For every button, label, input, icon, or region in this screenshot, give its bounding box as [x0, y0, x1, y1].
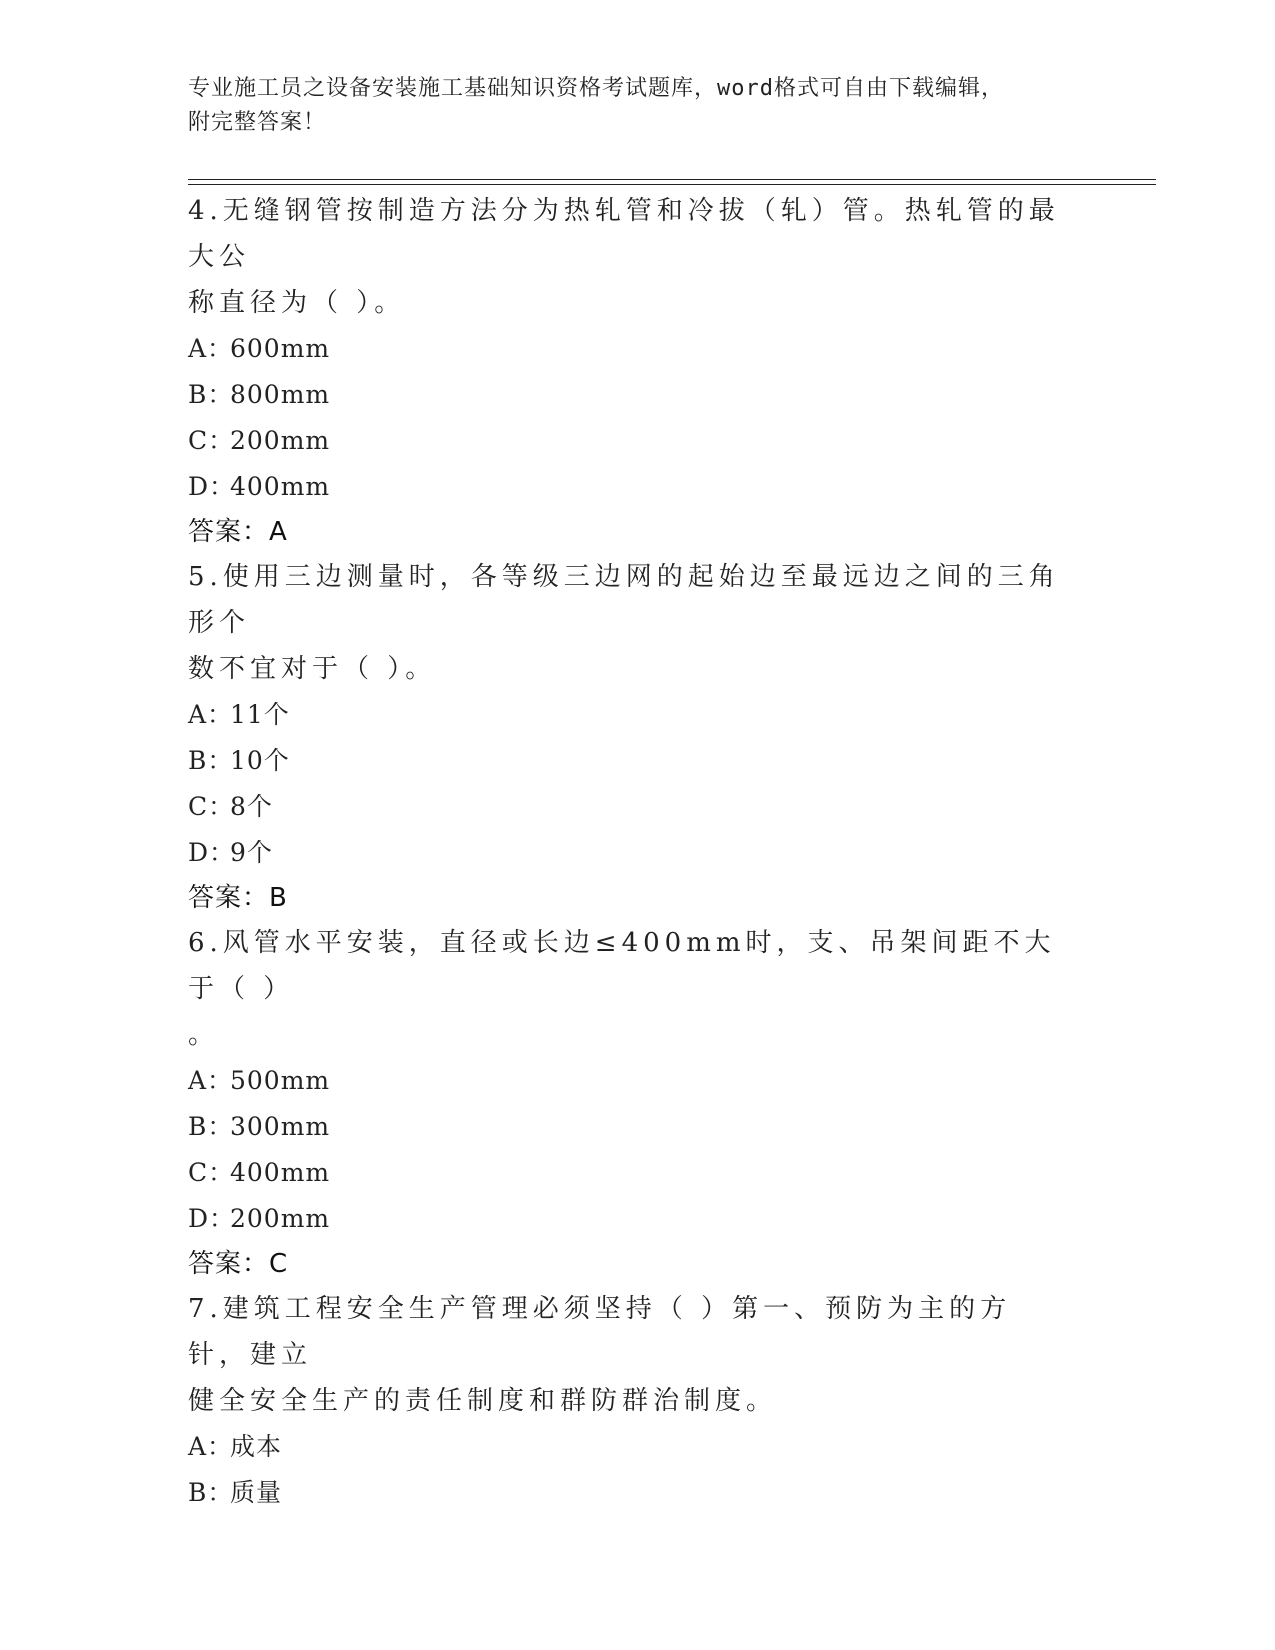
option-text: 10个 — [230, 746, 290, 775]
option-key: B： — [188, 746, 234, 775]
answer-text: 答案：C — [188, 1249, 289, 1279]
question-7 — [188, 1286, 1068, 1516]
option-key: C： — [188, 792, 235, 821]
question-stem-line-1: 6.风管水平安装，直径或长边≤400mm时，支、吊架间距不大于（ ） — [188, 928, 1056, 1004]
option-text: 600mm — [230, 334, 331, 363]
header-line-1: 专业施工员之设备安装施工基础知识资格考试题库，word格式可自由下载编辑， — [188, 76, 1004, 101]
option-c — [188, 418, 1068, 464]
option-a — [188, 692, 1068, 738]
option-key: A： — [188, 334, 234, 363]
option-key: A： — [188, 1066, 234, 1095]
option-key: B： — [188, 380, 234, 409]
option-text: 300mm — [230, 1112, 331, 1141]
question-stem-line-2: 健全安全生产的责任制度和群防群治制度。 — [188, 1386, 778, 1416]
question-stem-line-2: 称直径为（ ）。 — [188, 288, 406, 318]
option-d — [188, 464, 1068, 510]
option-text: 11个 — [230, 700, 290, 729]
option-b — [188, 1470, 1068, 1516]
option-key: D： — [188, 472, 236, 501]
option-key: C： — [188, 426, 235, 455]
option-d — [188, 1196, 1068, 1242]
option-text: 500mm — [230, 1066, 331, 1095]
header-line-2: 附完整答案！ — [188, 110, 327, 135]
question-stem-line-1: 5.使用三边测量时，各等级三边网的起始边至最远边之间的三角形个 — [188, 562, 1060, 638]
header-divider-top — [188, 179, 1156, 180]
document-header — [188, 72, 1088, 140]
option-text: 800mm — [230, 380, 331, 409]
option-text: 400mm — [230, 1158, 331, 1187]
option-b — [188, 372, 1068, 418]
option-text: 质量 — [230, 1478, 283, 1507]
option-key: C： — [188, 1158, 235, 1187]
option-c — [188, 1150, 1068, 1196]
option-key: D： — [188, 1204, 236, 1233]
answer-text: 答案：A — [188, 517, 288, 547]
option-a — [188, 326, 1068, 372]
option-key: A： — [188, 1432, 234, 1461]
option-text: 200mm — [230, 1204, 331, 1233]
question-6 — [188, 920, 1068, 1286]
option-key: B： — [188, 1112, 234, 1141]
question-stem-line-2: 数不宜对于（ ）。 — [188, 654, 437, 684]
option-b — [188, 1104, 1068, 1150]
option-text: 9个 — [230, 838, 273, 867]
option-text: 8个 — [230, 792, 273, 821]
option-text: 400mm — [230, 472, 331, 501]
option-text: 200mm — [230, 426, 331, 455]
answer-text: 答案：B — [188, 883, 288, 913]
option-d — [188, 830, 1068, 876]
option-key: B： — [188, 1478, 234, 1507]
option-key: D： — [188, 838, 236, 867]
header-divider-bottom — [188, 184, 1156, 185]
question-stem-line-1: 4.无缝钢管按制造方法分为热轧管和冷拔（轧）管。热轧管的最大公 — [188, 196, 1060, 272]
option-key: A： — [188, 700, 234, 729]
option-a — [188, 1424, 1068, 1470]
question-stem-line-1: 7.建筑工程安全生产管理必须坚持（ ）第一、预防为主的方针，建立 — [188, 1294, 1012, 1370]
question-stem-line-2: 。 — [188, 1020, 220, 1050]
option-text: 成本 — [230, 1432, 283, 1461]
option-a — [188, 1058, 1068, 1104]
option-b — [188, 738, 1068, 784]
question-5 — [188, 554, 1068, 920]
option-c — [188, 784, 1068, 830]
question-4 — [188, 188, 1068, 554]
